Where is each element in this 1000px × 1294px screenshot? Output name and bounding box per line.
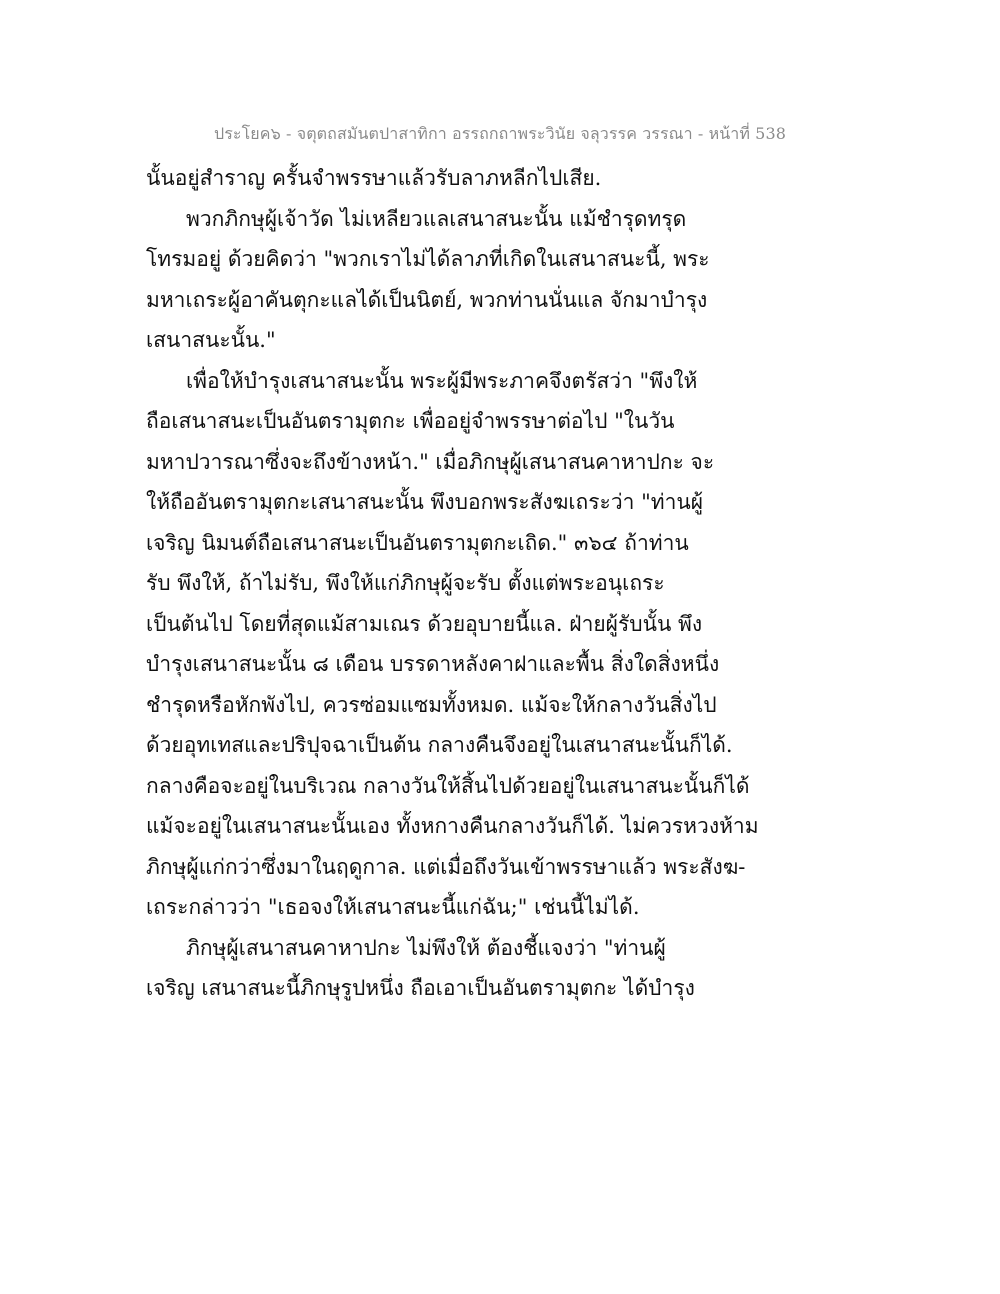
paragraph-line: แม้จะอยู่ในเสนาสนะนั้นเอง ทั้งหกางคืนกลางวันก็ได้. ไม่ควรหวงห้าม — [146, 814, 759, 838]
paragraph-line: พวกภิกษุผู้เจ้าวัด ไม่เหลียวแลเสนาสนะนั้น แม้ชำรุดทรุด — [186, 206, 687, 231]
paragraph-line: มหาเถระผู้อาคันตุกะแลได้เป็นนิตย์, พวกท่านนั่นแล จักมาบำรุง — [146, 287, 708, 312]
running-header: ประโยค๖ - จตุตถสมันตปาสาทิกา อรรถกถาพระวินัย จลุวรรค วรรณา - หน้าที่ 538 — [213, 124, 787, 143]
paragraph-line: รับ พึงให้, ถ้าไม่รับ, พึงให้แก่ภิกษุผู้จะรับ ตั้งแต่พระอนุเถระ — [146, 571, 665, 595]
paragraph-line: เสนาสนะนั้น." — [146, 328, 276, 352]
paragraph-line: ชำรุดหรือหักพังไป, ควรซ่อมแซมทั้งหมด. แม้จะให้กลางวันสิ่งไป — [146, 692, 717, 717]
paragraph-line: กลางคือจะอยู่ในบริเวณ กลางวันให้สิ้นไปด้วยอยู่ในเสนาสนะนั้นก็ได้ — [146, 773, 750, 798]
paragraph-line: ภิกษุผู้แก่กว่าซึ่งมาในฤดูกาล. แต่เมื่อถึงวันเข้าพรรษาแล้ว พระสังฆ- — [146, 854, 746, 879]
paragraph-line: ให้ถืออันตรามุตกะเสนาสนะนั้น พึงบอกพระสังฆเถระว่า "ท่านผู้ — [146, 490, 704, 514]
paragraph-line: ด้วยอุทเทสและปริปุจฉาเป็นต้น กลางคืนจึงอยู่ในเสนาสนะนั้นก็ได้. — [146, 733, 733, 757]
paragraph-line: เจริญ นิมนต์ถือเสนาสนะเป็นอันตรามุตกะเถิด." ๓๖๔ ถ้าท่าน — [146, 530, 689, 555]
paragraph-line: เถระกล่าวว่า "เธอจงให้เสนาสนะนี้แก่ฉัน;" เช่นนี้ไม่ได้. — [146, 895, 640, 919]
paragraph-line: เป็นต้นไป โดยที่สุดแม้สามเณร ด้วยอุบายนี้แล. ฝ่ายผู้รับนั้น พึง — [146, 611, 703, 636]
paragraph-line: โทรมอยู่ ด้วยคิดว่า "พวกเราไม่ได้ลาภที่เกิดในเสนาสนะนี้, พระ — [146, 247, 710, 271]
paragraph-line: ภิกษุผู้เสนาสนคาหาปกะ ไม่พึงให้ ต้องชี้แจงว่า "ท่านผู้ — [186, 935, 666, 960]
paragraph-line: เพื่อให้บำรุงเสนาสนะนั้น พระผู้มีพระภาคจึงตรัสว่า "พึงให้ — [186, 368, 698, 393]
body-text — [146, 158, 866, 1009]
paragraph-line: นั้นอยู่สำราญ ครั้นจำพรรษาแล้วรับลาภหลีกไปเสีย. — [146, 166, 602, 190]
paragraph-line: ถือเสนาสนะเป็นอันตรามุตกะ เพื่ออยู่จำพรรษาต่อไป "ในวัน — [146, 409, 675, 433]
paragraph-line: เจริญ เสนาสนะนี้ภิกษุรูปหนึ่ง ถือเอาเป็นอันตรามุตกะ ได้บำรุง — [146, 976, 695, 1000]
paragraph-line: มหาปวารณาซึ่งจะถึงข้างหน้า." เมื่อภิกษุผู้เสนาสนคาหาปกะ จะ — [146, 449, 715, 474]
paragraph-line: บำรุงเสนาสนะนั้น ๘ เดือน บรรดาหลังคาฝาและพื้น สิ่งใดสิ่งหนึ่ง — [146, 652, 720, 676]
